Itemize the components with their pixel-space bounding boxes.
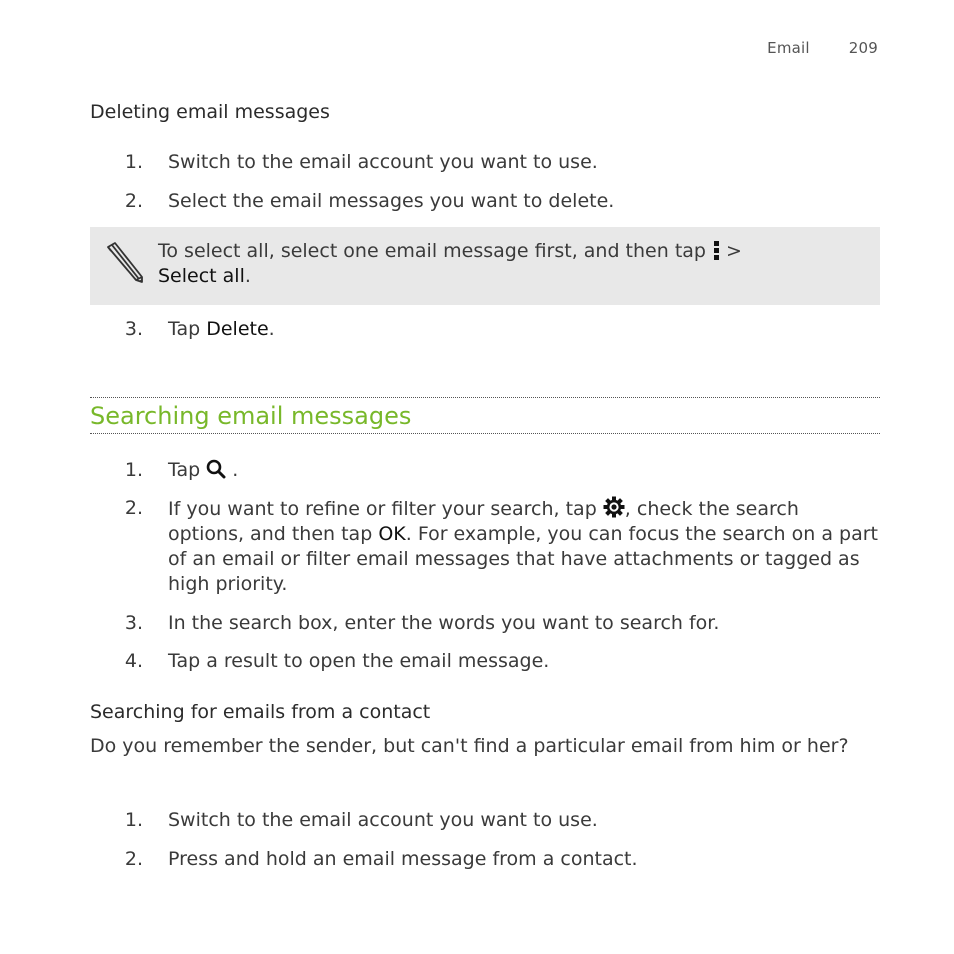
step-number: 2. — [124, 497, 143, 519]
note-text-mid: > — [720, 240, 742, 262]
step-number: 2. — [124, 190, 143, 212]
step-text: Switch to the email account you want to use. — [168, 151, 598, 173]
section-divider-top — [90, 397, 880, 398]
step-text-post: . — [226, 459, 239, 481]
step-text-pre: Tap — [168, 459, 207, 481]
step-text-post: . — [268, 318, 275, 340]
note-text-pre: To select all, select one email message first, and then tap — [158, 240, 713, 262]
searching-heading: Searching email messages — [90, 402, 412, 430]
step-number: 4. — [124, 650, 143, 672]
step-text-post: . For example, you can focus the search on a part of an email or filter email messages that have attachments or tagged as high priority. — [168, 523, 878, 595]
search-icon — [206, 459, 226, 479]
step-text-mid: , check the search options, and then tap — [168, 498, 799, 545]
page-number: 209 — [848, 39, 878, 57]
step-text-pre: If you want to refine or filter your search, tap — [168, 498, 603, 520]
step-number: 2. — [124, 848, 143, 870]
page-header — [767, 39, 878, 57]
step-number: 1. — [124, 459, 143, 481]
delete-label: Delete — [206, 318, 269, 340]
step-number: 1. — [124, 809, 143, 831]
select-all-label: Select all — [158, 265, 245, 287]
ok-label: OK — [378, 523, 406, 545]
step-text: Press and hold an email message from a contact. — [168, 848, 638, 870]
contact-intro: Do you remember the sender, but can't find a particular email from him or her? — [90, 735, 849, 757]
header-section: Email — [767, 39, 810, 57]
gear-icon — [603, 496, 625, 518]
step-text-pre: Tap — [168, 318, 207, 340]
deleting-heading: Deleting email messages — [90, 101, 330, 123]
step-text — [168, 496, 880, 597]
step-text — [168, 317, 880, 342]
pencil-icon — [104, 241, 144, 283]
section-divider-bottom — [90, 433, 880, 434]
step-text — [168, 458, 880, 483]
note-text — [158, 239, 858, 289]
step-text: Select the email messages you want to delete. — [168, 190, 615, 212]
note-box — [90, 227, 880, 305]
step-text: In the search box, enter the words you want to search for. — [168, 612, 720, 634]
note-text-post: . — [244, 265, 251, 287]
step-number: 3. — [124, 318, 143, 340]
step-text: Switch to the email account you want to use. — [168, 809, 598, 831]
step-number: 3. — [124, 612, 143, 634]
step-text: Tap a result to open the email message. — [168, 650, 550, 672]
step-number: 1. — [124, 151, 143, 173]
contact-heading: Searching for emails from a contact — [90, 701, 431, 723]
overflow-menu-icon — [712, 240, 720, 260]
